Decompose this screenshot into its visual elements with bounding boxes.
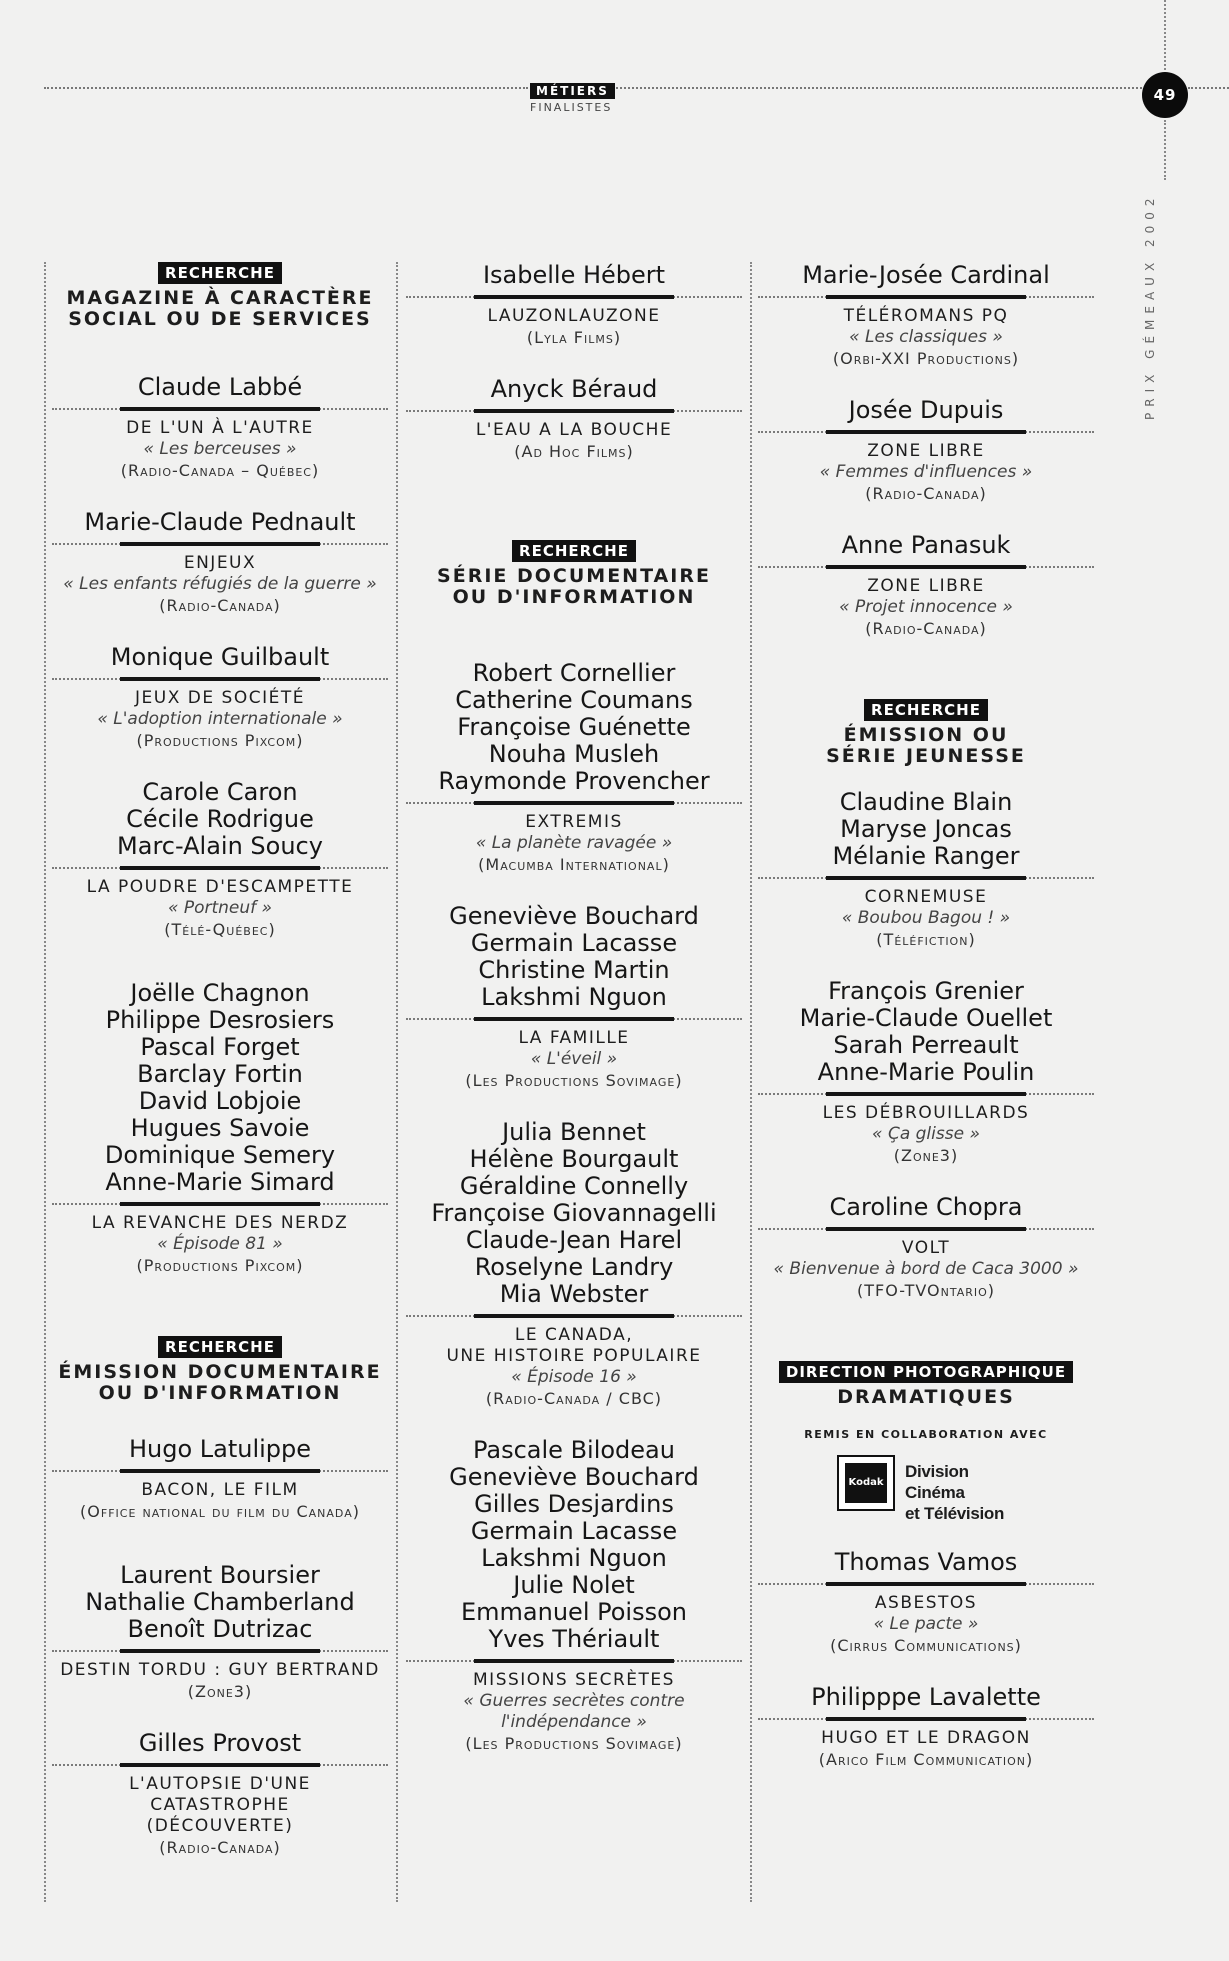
category-title: SÉRIE DOCUMENTAIRE OU D'INFORMATION xyxy=(437,565,711,608)
show-title: MISSIONS SECRÈTES xyxy=(473,1670,675,1690)
nominee-names: Thomas Vamos xyxy=(834,1548,1018,1576)
nominee-entry xyxy=(758,532,1094,639)
episode-title: « Projet innocence » xyxy=(839,597,1013,617)
entry-divider xyxy=(758,876,1094,880)
show-title: EXTREMIS xyxy=(525,812,623,832)
episode-title: « Portneuf » xyxy=(167,898,273,918)
entry-divider xyxy=(758,1582,1094,1586)
entry-divider xyxy=(52,1202,388,1206)
entry-divider xyxy=(406,295,742,299)
nominee-entry xyxy=(758,1549,1094,1656)
category-header xyxy=(406,540,742,608)
nominee-names: Pascale Bilodeau Geneviève Bouchard Gilles Desjardins Germain Lacasse Lakshmi Nguon Julie Nolet Emmanuel Poisson Yves Thériault xyxy=(449,1436,699,1653)
nominee-entry xyxy=(52,1562,388,1702)
episode-title: « Le pacte » xyxy=(873,1614,979,1634)
show-title: BACON, LE FILM xyxy=(141,1480,299,1500)
column-3 xyxy=(758,262,1094,1770)
category-badge: RECHERCHE xyxy=(512,540,636,562)
nominee-entry xyxy=(52,644,388,751)
episode-title: « Bienvenue à bord de Caca 3000 » xyxy=(773,1259,1079,1279)
subsection-label: FINALISTES xyxy=(530,101,613,114)
category-title: MAGAZINE À CARACTÈRE SOCIAL OU DE SERVICES xyxy=(66,287,374,330)
nominee-entry xyxy=(758,789,1094,950)
episode-title: « L'éveil » xyxy=(530,1049,618,1069)
production-company: (Office national du film du Canada) xyxy=(80,1502,360,1521)
nominee-entry xyxy=(52,374,388,481)
category-badge: DIRECTION PHOTOGRAPHIQUE xyxy=(779,1361,1073,1383)
entry-divider xyxy=(52,866,388,870)
entry-divider xyxy=(406,1314,742,1318)
nominee-names: François Grenier Marie-Claude Ouellet Sarah Perreault Anne-Marie Poulin xyxy=(799,977,1053,1086)
episode-title: « Les enfants réfugiés de la guerre » xyxy=(63,574,377,594)
entry-divider xyxy=(758,1717,1094,1721)
category-header xyxy=(758,1361,1094,1523)
section-label: MÉTIERS xyxy=(530,83,615,99)
show-title: LE CANADA, UNE HISTOIRE POPULAIRE xyxy=(446,1325,702,1366)
show-title: TÉLÉROMANS PQ xyxy=(843,306,1009,326)
entry-divider xyxy=(406,409,742,413)
production-company: (Productions Pixcom) xyxy=(136,1256,304,1275)
sponsor-logo xyxy=(821,1455,1031,1523)
nominee-entry xyxy=(406,1119,742,1409)
right-rule-mid xyxy=(1164,120,1166,180)
sponsor-caption: REMIS EN COLLABORATION AVEC xyxy=(804,1428,1048,1441)
show-title: DE L'UN À L'AUTRE xyxy=(126,418,314,438)
production-company: (Cirrus Communications) xyxy=(830,1636,1022,1655)
nominee-entry xyxy=(52,1436,388,1522)
category-title: ÉMISSION DOCUMENTAIRE OU D'INFORMATION xyxy=(58,1361,382,1404)
show-title: ENJEUX xyxy=(183,553,257,573)
category-badge: RECHERCHE xyxy=(158,262,282,284)
show-title: HUGO ET LE DRAGON xyxy=(821,1728,1031,1748)
show-title: ZONE LIBRE xyxy=(867,576,985,596)
nominee-names: Josée Dupuis xyxy=(848,396,1004,424)
show-title: LA REVANCHE DES NERDZ xyxy=(91,1213,349,1233)
column-rule-2 xyxy=(396,262,398,1902)
entry-divider xyxy=(758,1227,1094,1231)
nominee-names: Anne Panasuk xyxy=(841,531,1011,559)
nominee-names: Hugo Latulippe xyxy=(128,1435,312,1463)
entry-divider xyxy=(758,430,1094,434)
nominee-entry xyxy=(406,376,742,462)
nominee-names: Marie-Josée Cardinal xyxy=(802,261,1050,289)
column-2 xyxy=(406,262,742,1754)
entry-divider xyxy=(758,565,1094,569)
entry-divider xyxy=(406,801,742,805)
entry-divider xyxy=(52,677,388,681)
entry-divider xyxy=(406,1017,742,1021)
nominee-names: Caroline Chopra xyxy=(829,1193,1023,1221)
production-company: (Téléfiction) xyxy=(876,930,976,949)
nominee-entry xyxy=(406,660,742,875)
category-badge: RECHERCHE xyxy=(864,699,988,721)
nominee-names: Philipppe Lavalette xyxy=(811,1683,1041,1711)
show-title: JEUX DE SOCIÉTÉ xyxy=(135,688,305,708)
nominee-names: Claude Labbé xyxy=(137,373,303,401)
production-company: (Orbi-XXI Productions) xyxy=(832,349,1020,368)
production-company: (Les Productions Sovimage) xyxy=(465,1734,683,1753)
section-tag xyxy=(530,80,613,114)
episode-title: « Les berceuses » xyxy=(143,439,297,459)
nominee-names: Gilles Provost xyxy=(138,1729,302,1757)
side-caption: PRIX GÉMEAUX 2002 xyxy=(1143,192,1157,420)
episode-title: « Épisode 81 » xyxy=(157,1234,283,1254)
production-company: (Radio-Canada) xyxy=(159,596,281,615)
right-rule-top xyxy=(1164,0,1166,70)
production-company: (Radio-Canada – Québec) xyxy=(120,461,320,480)
nominee-entry xyxy=(406,1437,742,1754)
show-title: LA FAMILLE xyxy=(518,1028,630,1048)
entry-divider xyxy=(758,295,1094,299)
nominee-names: Claudine Blain Maryse Joncas Mélanie Ranger xyxy=(832,788,1020,870)
production-company: (TFO-TVOntario) xyxy=(857,1281,995,1300)
production-company: (Arico Film Communication) xyxy=(818,1750,1034,1769)
header-rule-left xyxy=(44,87,528,89)
production-company: (Productions Pixcom) xyxy=(136,731,304,750)
production-company: (Ad Hoc Films) xyxy=(514,442,634,461)
show-title: ASBESTOS xyxy=(874,1593,978,1613)
show-title: LES DÉBROUILLARDS xyxy=(822,1103,1030,1123)
entry-divider xyxy=(758,1092,1094,1096)
episode-title: « Femmes d'influences » xyxy=(819,462,1033,482)
entry-divider xyxy=(52,407,388,411)
entry-divider xyxy=(406,1659,742,1663)
nominee-entry xyxy=(758,262,1094,369)
episode-title: « Ça glisse » xyxy=(872,1124,980,1144)
production-company: (Radio-Canada) xyxy=(865,619,987,638)
episode-title: « Boubou Bagou ! » xyxy=(841,908,1011,928)
production-company: (Télé-Québec) xyxy=(164,920,276,939)
category-header xyxy=(52,262,388,330)
production-company: (Zone3) xyxy=(893,1146,959,1165)
nominee-names: Geneviève Bouchard Germain Lacasse Christine Martin Lakshmi Nguon xyxy=(449,902,699,1011)
nominee-entry xyxy=(406,903,742,1091)
production-company: (Radio-Canada / CBC) xyxy=(485,1389,663,1408)
category-title: ÉMISSION OU SÉRIE JEUNESSE xyxy=(826,724,1026,767)
nominee-names: Carole Caron Cécile Rodrigue Marc-Alain Soucy xyxy=(117,778,323,860)
nominee-entry xyxy=(52,980,388,1276)
nominee-entry xyxy=(758,397,1094,504)
entry-divider xyxy=(52,1649,388,1653)
show-title: L'AUTOPSIE D'UNE CATASTROPHE (DÉCOUVERTE) xyxy=(129,1774,311,1836)
nominee-names: Isabelle Hébert xyxy=(482,261,666,289)
nominee-entry xyxy=(758,1684,1094,1770)
nominee-entry xyxy=(758,1194,1094,1301)
production-company: (Zone3) xyxy=(187,1682,253,1701)
entry-divider xyxy=(52,1469,388,1473)
nominee-names: Marie-Claude Pednault xyxy=(84,508,356,536)
show-title: LA POUDRE D'ESCAMPETTE xyxy=(86,877,354,897)
sponsor-name: Division Cinéma et Télévision xyxy=(905,1462,1005,1523)
production-company: (Radio-Canada) xyxy=(159,1838,281,1857)
column-rule-1 xyxy=(44,262,46,1902)
episode-title: « Guerres secrètes contre l'indépendance » xyxy=(463,1691,685,1732)
nominee-entry xyxy=(406,262,742,348)
show-title: LAUZONLAUZONE xyxy=(487,306,661,326)
nominee-names: Monique Guilbault xyxy=(110,643,330,671)
entry-divider xyxy=(52,1763,388,1767)
nominee-names: Joëlle Chagnon Philippe Desrosiers Pascal Forget Barclay Fortin David Lobjoie Hugues Savoie Dominique Semery Anne-Marie Simard xyxy=(104,979,336,1196)
show-title: L'EAU A LA BOUCHE xyxy=(475,420,673,440)
header-rule-right xyxy=(612,87,1142,89)
nominee-entry xyxy=(52,509,388,616)
nominee-names: Julia Bennet Hélène Bourgault Géraldine Connelly Françoise Giovannagelli Claude-Jean Harel Roselyne Landry Mia Webster xyxy=(431,1118,717,1308)
show-title: DESTIN TORDU : GUY BERTRAND xyxy=(60,1660,380,1680)
episode-title: « La planète ravagée » xyxy=(475,833,673,853)
kodak-logo-icon: Kodak xyxy=(837,1455,895,1511)
nominee-names: Robert Cornellier Catherine Coumans Françoise Guénette Nouha Musleh Raymonde Provencher xyxy=(438,659,710,795)
category-header xyxy=(758,699,1094,767)
category-title: DRAMATIQUES xyxy=(837,1386,1015,1408)
nominee-names: Anyck Béraud xyxy=(490,375,658,403)
header-rule-edge xyxy=(1188,87,1229,89)
production-company: (Macumba International) xyxy=(478,855,670,874)
episode-title: « L'adoption internationale » xyxy=(97,709,343,729)
nominee-entry xyxy=(52,779,388,940)
production-company: (Les Productions Sovimage) xyxy=(465,1071,683,1090)
nominee-names: Laurent Boursier Nathalie Chamberland Benoît Dutrizac xyxy=(85,1561,355,1643)
nominee-entry xyxy=(758,978,1094,1166)
show-title: VOLT xyxy=(901,1238,951,1258)
entry-divider xyxy=(52,542,388,546)
column-1 xyxy=(52,262,388,1858)
production-company: (Radio-Canada) xyxy=(865,484,987,503)
category-badge: RECHERCHE xyxy=(158,1336,282,1358)
episode-title: « Épisode 16 » xyxy=(511,1367,637,1387)
episode-title: « Les classiques » xyxy=(849,327,1003,347)
production-company: (Lyla Films) xyxy=(526,328,622,347)
category-header xyxy=(52,1336,388,1404)
nominee-entry xyxy=(52,1730,388,1858)
show-title: ZONE LIBRE xyxy=(867,441,985,461)
show-title: CORNEMUSE xyxy=(864,887,988,907)
column-rule-3 xyxy=(750,262,752,1902)
page-number: 49 xyxy=(1142,72,1188,118)
